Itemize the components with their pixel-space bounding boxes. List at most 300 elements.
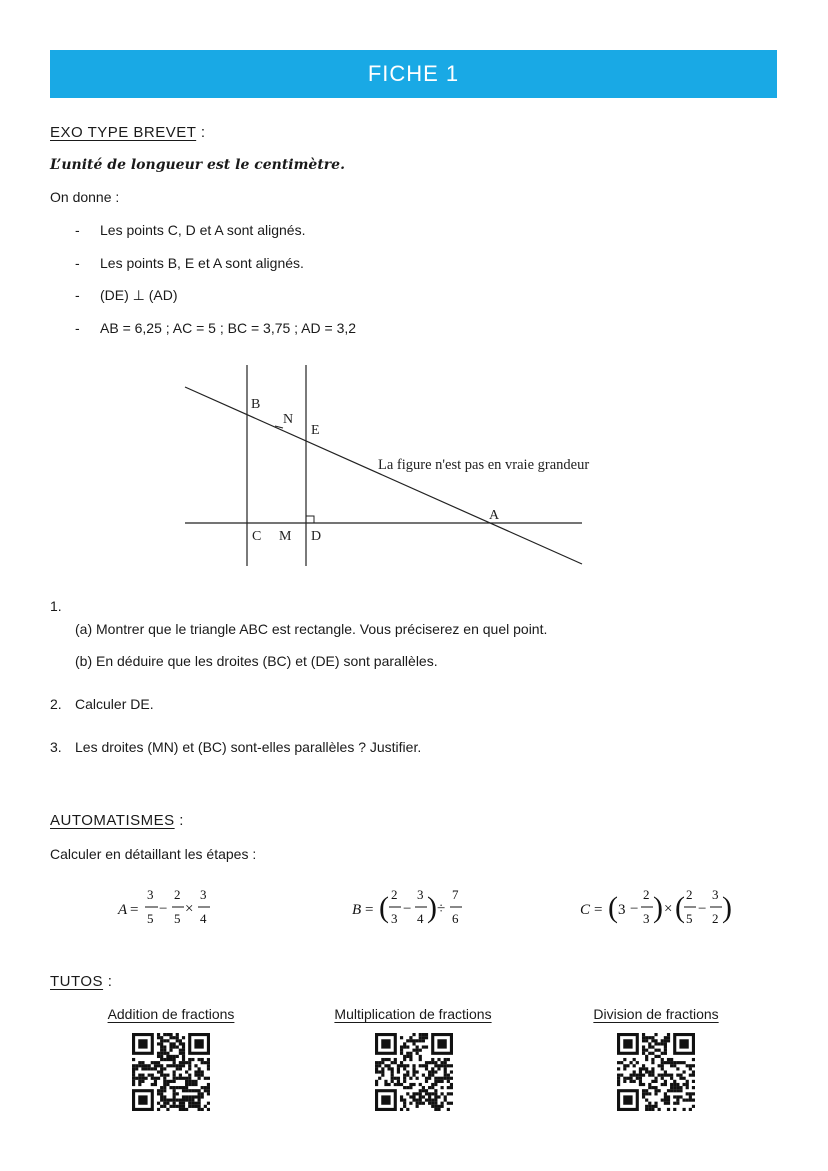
qr-module [173, 1045, 176, 1048]
qr-module [447, 1102, 450, 1105]
qr-module [403, 1086, 406, 1089]
qr-module [428, 1095, 431, 1098]
qr-module [173, 1055, 176, 1058]
qr-module [141, 1077, 144, 1080]
qr-module [664, 1099, 667, 1102]
qr-module [204, 1077, 207, 1080]
qr-module [654, 1049, 657, 1052]
qr-module [176, 1055, 179, 1058]
qr-module [387, 1064, 390, 1067]
qr-module [173, 1092, 176, 1095]
qr-module [163, 1058, 166, 1061]
qr-finder [381, 1095, 390, 1104]
qr-module [166, 1074, 169, 1077]
qr-module [182, 1099, 185, 1102]
qr-module [437, 1058, 440, 1061]
qr-module [450, 1077, 453, 1080]
qr-module [617, 1080, 620, 1083]
qr-module [425, 1061, 428, 1064]
question-1b: (b) En déduire que les droites (BC) et (DE) sont parallèles. [75, 653, 438, 669]
qr-module [375, 1070, 378, 1073]
qr-module [692, 1058, 695, 1061]
qr-module [425, 1092, 428, 1095]
qr-module [645, 1067, 648, 1070]
qr-module [441, 1092, 444, 1095]
qr-module [179, 1067, 182, 1070]
qr-module [406, 1070, 409, 1073]
qr-module [198, 1092, 201, 1095]
qr-module [179, 1049, 182, 1052]
qr-module [648, 1042, 651, 1045]
qr-module [654, 1092, 657, 1095]
qr-module [157, 1055, 160, 1058]
qr-module [169, 1105, 172, 1108]
qr-module [179, 1077, 182, 1080]
qr-module [626, 1077, 629, 1080]
qr-module [428, 1074, 431, 1077]
qr-module [450, 1083, 453, 1086]
qr-module [692, 1074, 695, 1077]
qr-module [173, 1077, 176, 1080]
qr-module [194, 1083, 197, 1086]
qr-module [182, 1049, 185, 1052]
qr-module [623, 1058, 626, 1061]
qr-module [416, 1077, 419, 1080]
qr-module [160, 1105, 163, 1108]
qr-module [419, 1058, 422, 1061]
qr-code-icon[interactable] [375, 1033, 453, 1111]
qr-module [664, 1049, 667, 1052]
qr-module [154, 1067, 157, 1070]
qr-module [416, 1102, 419, 1105]
qr-module [397, 1080, 400, 1083]
qr-module [179, 1042, 182, 1045]
qr-module [185, 1099, 188, 1102]
expr-c-den2: 5 [686, 911, 693, 926]
qr-module [198, 1070, 201, 1073]
expr-b-num3: 7 [452, 887, 459, 902]
qr-module [658, 1055, 661, 1058]
qr-module [403, 1080, 406, 1083]
qr-module [661, 1099, 664, 1102]
qr-module [166, 1064, 169, 1067]
qr-module [686, 1064, 689, 1067]
qr-code-icon[interactable] [617, 1033, 695, 1111]
qr-module [173, 1102, 176, 1105]
qr-module [422, 1095, 425, 1098]
qr-module [160, 1042, 163, 1045]
qr-module [400, 1045, 403, 1048]
qr-module [182, 1058, 185, 1061]
qr-module [191, 1105, 194, 1108]
qr-module [651, 1105, 654, 1108]
qr-module [664, 1061, 667, 1064]
qr-module [169, 1055, 172, 1058]
qr-module [160, 1049, 163, 1052]
expr-b-op1: − [403, 901, 412, 917]
qr-module [378, 1070, 381, 1073]
qr-module [676, 1086, 679, 1089]
qr-module [188, 1089, 191, 1092]
qr-module [163, 1086, 166, 1089]
qr-module [391, 1061, 394, 1064]
qr-module [664, 1039, 667, 1042]
expr-b-eq: = [365, 902, 374, 918]
tutos-heading-suffix: : [103, 973, 113, 990]
qr-module [648, 1074, 651, 1077]
qr-module [384, 1058, 387, 1061]
qr-module [207, 1058, 210, 1061]
qr-module [381, 1070, 384, 1073]
qr-module [179, 1102, 182, 1105]
qr-module [132, 1083, 135, 1086]
qr-module [412, 1039, 415, 1042]
qr-module [416, 1049, 419, 1052]
qr-module [648, 1045, 651, 1048]
point-label-e: E [311, 423, 320, 438]
qr-module [163, 1102, 166, 1105]
qr-module [645, 1055, 648, 1058]
qr-module [163, 1095, 166, 1098]
qr-module [412, 1099, 415, 1102]
qr-module [409, 1102, 412, 1105]
qr-module [639, 1074, 642, 1077]
qr-module [412, 1067, 415, 1070]
qr-finder [138, 1039, 147, 1048]
qr-module [642, 1074, 645, 1077]
qr-module [651, 1036, 654, 1039]
qr-module [664, 1045, 667, 1048]
expr-b-num2: 3 [417, 887, 424, 902]
qr-module [154, 1077, 157, 1080]
qr-module [692, 1092, 695, 1095]
qr-module [679, 1086, 682, 1089]
qr-module [431, 1086, 434, 1089]
qr-module [141, 1074, 144, 1077]
expr-a-eq: = [130, 902, 139, 918]
qr-module [642, 1067, 645, 1070]
qr-module [667, 1074, 670, 1077]
qr-module [207, 1061, 210, 1064]
qr-module [661, 1042, 664, 1045]
qr-module [406, 1055, 409, 1058]
point-label-m: M [279, 529, 292, 544]
qr-module [179, 1052, 182, 1055]
qr-module [676, 1083, 679, 1086]
unit-statement: L’unité de longueur est le centimètre. [50, 157, 345, 173]
expr-a-den3: 4 [200, 911, 207, 926]
qr-module [166, 1039, 169, 1042]
qr-module [642, 1089, 645, 1092]
qr-module [676, 1061, 679, 1064]
qr-module [626, 1064, 629, 1067]
qr-module [185, 1089, 188, 1092]
qr-module [667, 1061, 670, 1064]
qr-module [163, 1099, 166, 1102]
qr-module [173, 1070, 176, 1073]
qr-module [654, 1042, 657, 1045]
qr-module [673, 1061, 676, 1064]
qr-module [154, 1080, 157, 1083]
qr-module [419, 1083, 422, 1086]
qr-module [163, 1067, 166, 1070]
qr-module [683, 1061, 686, 1064]
qr-module [378, 1061, 381, 1064]
qr-module [173, 1099, 176, 1102]
qr-module [412, 1074, 415, 1077]
qr-module [419, 1055, 422, 1058]
qr-module [673, 1102, 676, 1105]
qr-module [191, 1083, 194, 1086]
qr-module [416, 1105, 419, 1108]
qr-module [419, 1033, 422, 1036]
qr-module [412, 1042, 415, 1045]
qr-module [179, 1099, 182, 1102]
qr-module [201, 1092, 204, 1095]
qr-module [151, 1077, 154, 1080]
qr-module [169, 1042, 172, 1045]
qr-module [689, 1099, 692, 1102]
qr-module [661, 1077, 664, 1080]
qr-module [185, 1080, 188, 1083]
right-angle-mark [306, 516, 314, 523]
qr-module [642, 1049, 645, 1052]
qr-module [188, 1064, 191, 1067]
expr-a-name: A [118, 902, 128, 918]
qr-module [639, 1083, 642, 1086]
qr-module [176, 1092, 179, 1095]
qr-module [679, 1089, 682, 1092]
qr-module [403, 1045, 406, 1048]
qr-module [633, 1064, 636, 1067]
qr-module [194, 1080, 197, 1083]
qr-code-icon[interactable] [132, 1033, 210, 1111]
qr-module [406, 1074, 409, 1077]
qr-module [651, 1070, 654, 1073]
qr-module [428, 1070, 431, 1073]
qr-module [645, 1105, 648, 1108]
qr-module [406, 1045, 409, 1048]
qr-module [642, 1036, 645, 1039]
qr-module [188, 1077, 191, 1080]
qr-module [450, 1064, 453, 1067]
qr-module [188, 1080, 191, 1083]
qr-module [664, 1083, 667, 1086]
auto-heading [50, 812, 184, 829]
qr-module [642, 1039, 645, 1042]
qr-module [412, 1083, 415, 1086]
qr-module [387, 1083, 390, 1086]
qr-module [191, 1058, 194, 1061]
qr-module [419, 1039, 422, 1042]
qr-module [686, 1086, 689, 1089]
qr-module [676, 1099, 679, 1102]
qr-module [207, 1067, 210, 1070]
qr-module [419, 1095, 422, 1098]
qr-module [138, 1061, 141, 1064]
paren-open: ( [608, 891, 618, 924]
expr-c-den3: 2 [712, 911, 719, 926]
qr-module [409, 1055, 412, 1058]
qr-module [664, 1070, 667, 1073]
qr-module [633, 1074, 636, 1077]
qr-module [623, 1077, 626, 1080]
qr-module [444, 1070, 447, 1073]
qr-module [163, 1074, 166, 1077]
tuto-link-addition[interactable]: Addition de fractions [107, 1006, 235, 1022]
qr-module [692, 1064, 695, 1067]
qr-module [648, 1036, 651, 1039]
expr-a-num3: 3 [200, 887, 207, 902]
qr-module [185, 1083, 188, 1086]
qr-module [403, 1102, 406, 1105]
qr-module [648, 1086, 651, 1089]
qr-module [686, 1099, 689, 1102]
qr-module [391, 1077, 394, 1080]
tutos-heading [50, 973, 112, 990]
qr-module [201, 1070, 204, 1073]
qr-module [151, 1074, 154, 1077]
qr-module [437, 1105, 440, 1108]
qr-module [173, 1074, 176, 1077]
bullet-dash: - [75, 287, 80, 303]
qr-module [689, 1064, 692, 1067]
qr-module [412, 1092, 415, 1095]
qr-module [617, 1077, 620, 1080]
qr-module [194, 1064, 197, 1067]
qr-module [667, 1099, 670, 1102]
qr-module [416, 1070, 419, 1073]
qr-module [163, 1049, 166, 1052]
qr-module [679, 1077, 682, 1080]
paren-open: ( [379, 891, 389, 924]
qr-module [173, 1095, 176, 1098]
qr-module [670, 1061, 673, 1064]
qr-module [400, 1095, 403, 1098]
qr-module [151, 1067, 154, 1070]
qr-module [686, 1083, 689, 1086]
qr-module [198, 1105, 201, 1108]
qr-module [173, 1064, 176, 1067]
line-ba [185, 387, 582, 564]
qr-module [645, 1039, 648, 1042]
exo-heading-text: EXO TYPE BREVET [50, 124, 197, 141]
qr-module [191, 1102, 194, 1105]
qr-module [658, 1089, 661, 1092]
qr-module [160, 1074, 163, 1077]
qr-module [416, 1045, 419, 1048]
expr-a-op1: − [159, 901, 168, 917]
qr-module [163, 1083, 166, 1086]
qr-module [194, 1074, 197, 1077]
qr-module [403, 1074, 406, 1077]
qr-module [173, 1086, 176, 1089]
tuto-link-multiplication[interactable]: Multiplication de fractions [334, 1006, 492, 1022]
qr-module [441, 1061, 444, 1064]
qr-module [444, 1061, 447, 1064]
qr-module [658, 1074, 661, 1077]
qr-module [425, 1099, 428, 1102]
qr-module [400, 1036, 403, 1039]
qr-module [419, 1049, 422, 1052]
qr-module [163, 1052, 166, 1055]
qr-module [434, 1089, 437, 1092]
qr-module [169, 1045, 172, 1048]
qr-module [381, 1058, 384, 1061]
qr-module [166, 1052, 169, 1055]
qr-module [447, 1080, 450, 1083]
qr-module [434, 1061, 437, 1064]
qr-module [645, 1036, 648, 1039]
qr-module [176, 1099, 179, 1102]
qr-module [447, 1074, 450, 1077]
qr-module [670, 1064, 673, 1067]
question-1a: (a) Montrer que le triangle ABC est rectangle. Vous préciserez en quel point. [75, 621, 548, 637]
qr-module [623, 1067, 626, 1070]
qr-module [132, 1058, 135, 1061]
qr-module [176, 1033, 179, 1036]
qr-module [157, 1102, 160, 1105]
qr-module [689, 1067, 692, 1070]
qr-module [135, 1077, 138, 1080]
qr-module [188, 1099, 191, 1102]
qr-module [403, 1058, 406, 1061]
qr-module [132, 1064, 135, 1067]
banner-title: FICHE 1 [367, 61, 460, 86]
qr-module [664, 1042, 667, 1045]
qr-finder [138, 1095, 147, 1104]
qr-module [651, 1058, 654, 1061]
qr-module [375, 1067, 378, 1070]
qr-module [667, 1039, 670, 1042]
qr-module [403, 1055, 406, 1058]
qr-module [664, 1052, 667, 1055]
qr-module [670, 1058, 673, 1061]
qr-module [378, 1077, 381, 1080]
qr-module [673, 1095, 676, 1098]
qr-module [163, 1045, 166, 1048]
qr-module [207, 1102, 210, 1105]
qr-module [645, 1070, 648, 1073]
qr-module [431, 1102, 434, 1105]
qr-module [620, 1061, 623, 1064]
qr-module [375, 1083, 378, 1086]
question-3-number: 3. [50, 739, 62, 755]
qr-module [683, 1099, 686, 1102]
tuto-link-division[interactable]: Division de fractions [593, 1006, 719, 1022]
qr-module [160, 1092, 163, 1095]
qr-module [623, 1064, 626, 1067]
qr-module [661, 1064, 664, 1067]
qr-module [198, 1099, 201, 1102]
qr-module [617, 1061, 620, 1064]
qr-module [651, 1086, 654, 1089]
qr-module [629, 1074, 632, 1077]
qr-module [651, 1080, 654, 1083]
qr-module [157, 1077, 160, 1080]
qr-module [661, 1052, 664, 1055]
qr-module [166, 1102, 169, 1105]
qr-module [157, 1089, 160, 1092]
qr-module [679, 1061, 682, 1064]
qr-module [450, 1086, 453, 1089]
qr-module [182, 1105, 185, 1108]
qr-module [160, 1036, 163, 1039]
expr-b-name: B [352, 902, 362, 918]
qr-module [194, 1070, 197, 1073]
expr-c-num2: 2 [686, 887, 693, 902]
qr-module [689, 1095, 692, 1098]
